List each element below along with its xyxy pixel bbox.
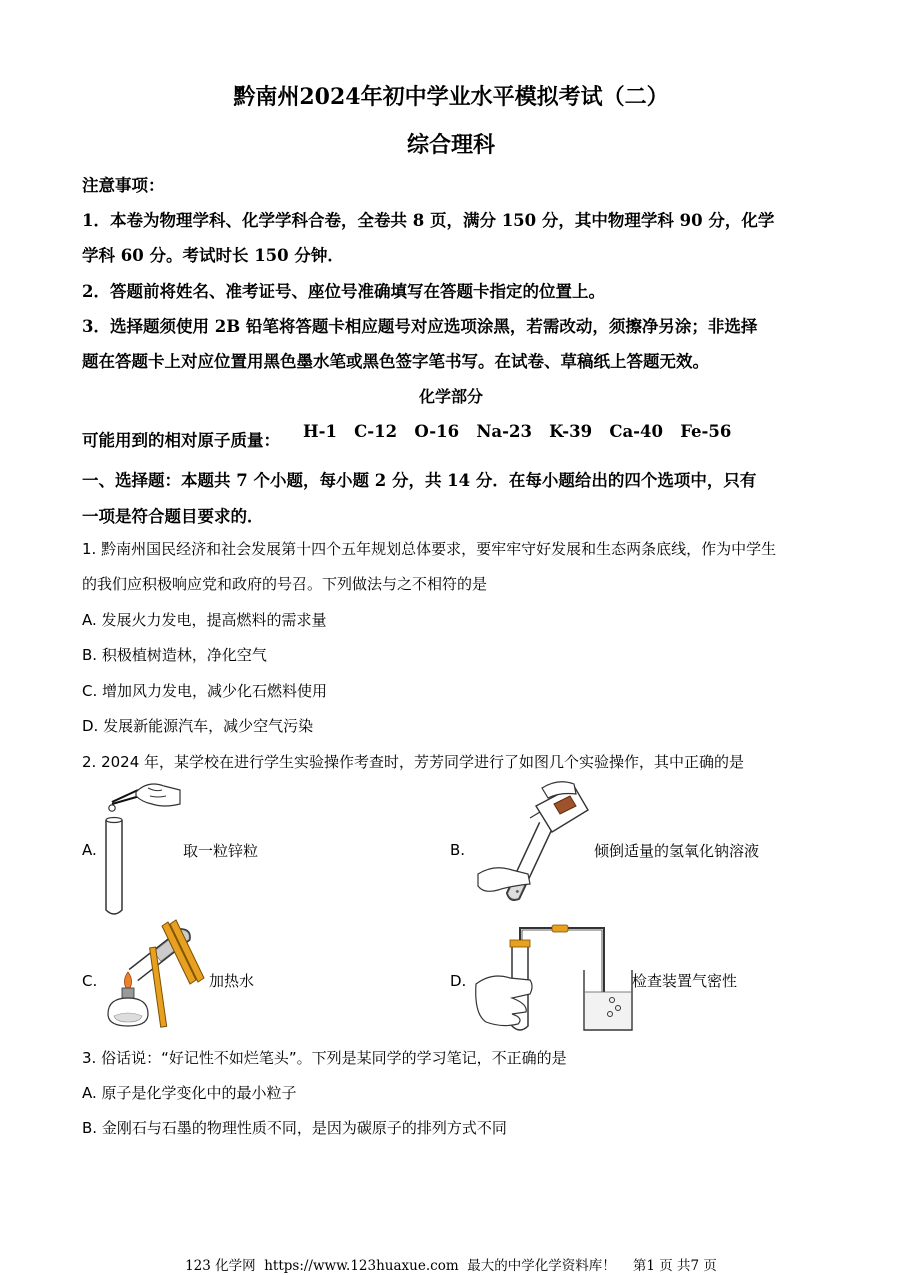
notice-heading: 注意事项： — [82, 176, 165, 195]
q1-option-b: B. 积极植树造林，净化空气 — [82, 646, 267, 664]
q3-option-b: B. 金刚石与石墨的物理性质不同，是因为碳原子的排列方式不同 — [82, 1119, 507, 1137]
page-title: 黔南州2024年初中学业水平模拟考试（二） — [233, 84, 669, 110]
q2-option-c-letter: C. — [82, 972, 98, 990]
q1-option-d: D. 发展新能源汽车，减少空气污染 — [82, 717, 314, 735]
q2-option-d-label: 检查装置气密性 — [632, 972, 738, 990]
notice-item-3-line-1: 3．选择题须使用 2B 铅笔将答题卡相应题号对应选项涂黑，若需改动，须擦净另涂；非选择 — [82, 317, 758, 336]
q2-option-b-letter: B. — [450, 841, 466, 859]
q2-option-a-label: 取一粒锌粒 — [183, 842, 259, 860]
atomic-mass-label: 可能用到的相对原子质量： — [82, 431, 280, 450]
pour-solution-figure — [470, 782, 590, 917]
q2-stem: 2. 2024 年，某学校在进行学生实验操作考查时，芳芳同学进行了如图几个实验操作，其中正确的是 — [82, 753, 745, 771]
q1-option-a: A. 发展火力发电，提高燃料的需求量 — [82, 611, 327, 629]
zinc-pellet-tongs-figure — [100, 782, 190, 917]
airtightness-check-figure — [472, 918, 634, 1036]
notice-item-2: 2．答题前将姓名、准考证号、座位号准确填写在答题卡指定的位置上。 — [82, 282, 605, 301]
q1-option-c: C. 增加风力发电，减少化石燃料使用 — [82, 682, 328, 700]
q2-option-d-letter: D. — [450, 972, 467, 990]
heating-water-figure — [100, 922, 210, 1037]
notice-item-1-line-2: 学科 60 分。考试时长 150 分钟． — [82, 246, 344, 265]
q1-stem-line-2: 的我们应积极响应党和政府的号召。下列做法与之不相符的是 — [82, 575, 488, 593]
page-footer: 123 化学网 https://www.123huaxue.com 最大的中学化学资料库！ 第1 页 共7 页 — [185, 1258, 717, 1274]
part1-heading-line-2: 一项是符合题目要求的． — [82, 507, 264, 526]
notice-item-1-line-1: 1．本卷为物理学科、化学学科合卷，全卷共 8 页，满分 150 分，其中物理学科 90 分，化学 — [82, 211, 775, 230]
q3-option-a: A. 原子是化学变化中的最小粒子 — [82, 1084, 297, 1102]
part1-heading-line-1: 一、选择题：本题共 7 个小题，每小题 2 分，共 14 分．在每小题给出的四个选项中，只有 — [82, 471, 757, 490]
q1-stem-line-1: 1. 黔南州国民经济和社会发展第十四个五年规划总体要求，要牢牢守好发展和生态两条底线，作为中学生 — [82, 540, 777, 558]
q2-option-c-label: 加热水 — [209, 972, 255, 990]
q2-option-b-label: 倾倒适量的氢氧化钠溶液 — [594, 842, 760, 860]
q3-stem: 3. 俗话说：“好记性不如烂笔头”。下列是某同学的学习笔记，不正确的是 — [82, 1049, 567, 1067]
section-title: 化学部分 — [418, 387, 483, 406]
atomic-mass-values: H-1 C-12 O-16 Na-23 K-39 Ca-40 Fe-56 — [303, 422, 732, 441]
page-subtitle: 综合理科 — [406, 132, 495, 158]
q2-option-a-letter: A. — [82, 841, 97, 859]
notice-item-3-line-2: 题在答题卡上对应位置用黑色墨水笔或黑色签字笔书写。在试卷、草稿纸上答题无效。 — [82, 352, 709, 371]
